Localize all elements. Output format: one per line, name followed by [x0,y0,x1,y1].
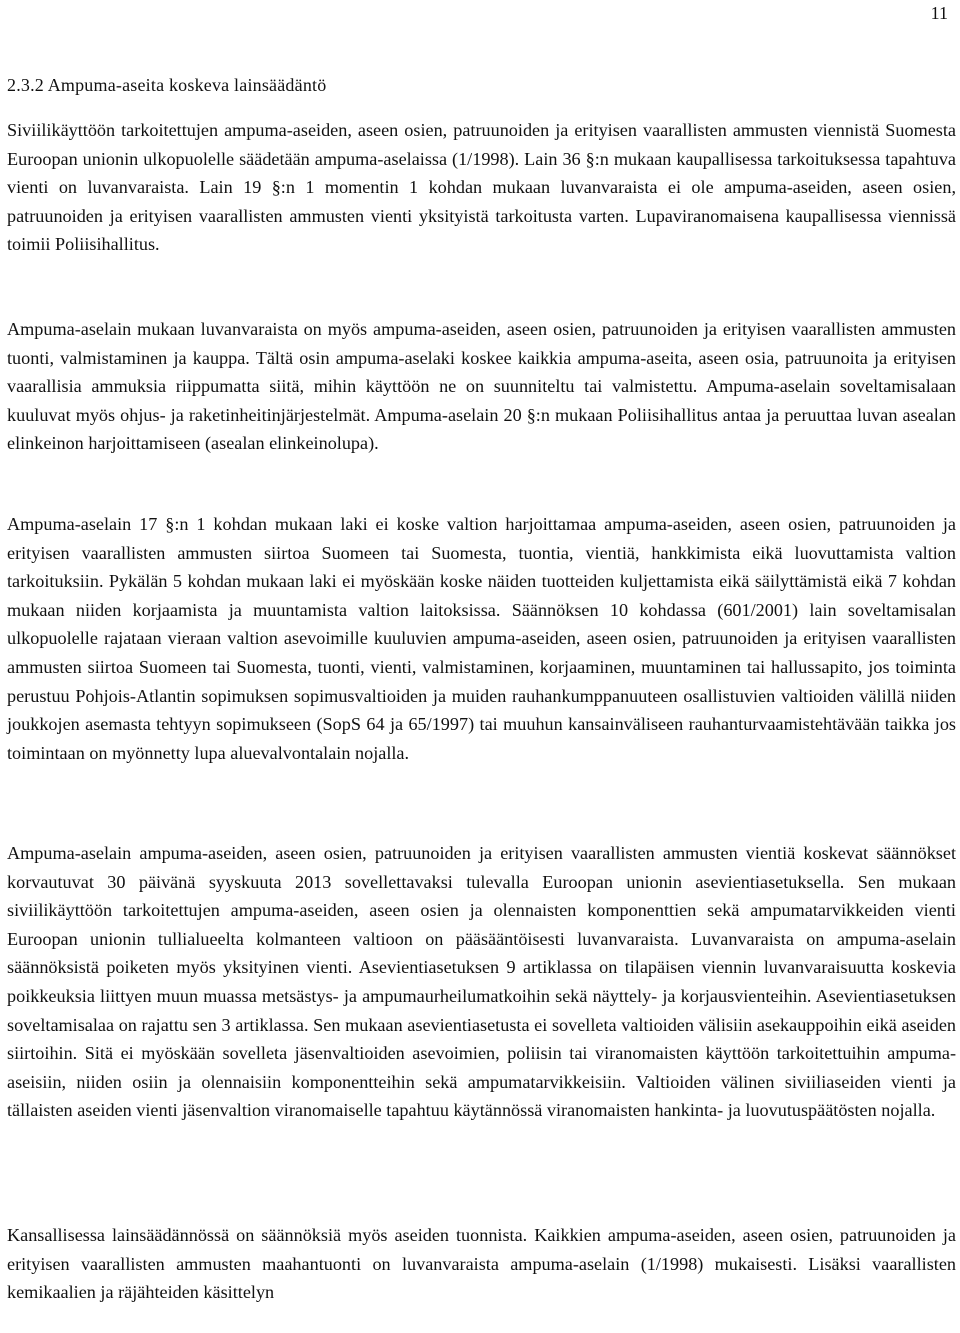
section-heading: 2.3.2 Ampuma-aseita koskeva lainsäädäntö [7,75,327,95]
paragraph-2 [7,315,956,458]
paragraph-4 [7,839,956,1125]
paragraph-text: Ampuma-aselain mukaan luvanvaraista on myös ampuma-aseiden, aseen osien, patruunoiden ja erityisen vaarallisten ammusten tuonti, valmistaminen ja kauppa. Tältä osin ampuma-aselaki koskee kaikkia ampuma-aseita, aseen osia, patruunoita ja erityisen vaarallisia ammuksia riippumatta siitä, mihin käyttöön ne on suunniteltu tai valmistettu. Ampuma-aselain soveltamisalaan kuuluvat myös ohjus- ja raketinheitinjärjestelmät. Ampuma-aselain 20 §:n mukaan Poliisihallitus antaa ja peruuttaa luvan asealan elinkeinon harjoittamiseen (asealan elinkeinolupa). [7,319,956,454]
paragraph-text: Siviilikäyttöön tarkoitettujen ampuma-aseiden, aseen osien, patruunoiden ja erityisen vaarallisten ammusten viennistä Suomesta Euroopan unionin ulkopuolelle säädetään ampuma-aselaissa (1/1998). Lain 36 §:n mukaan kaupallisessa tarkoituksessa tapahtuva vienti on luvanvaraista. Lain 19 §:n 1 momentin 1 kohdan mukaan luvanvaraista ei ole ampuma-aseiden, aseen osien, patruunoiden ja erityisen vaarallisten ammusten vienti yksityistä tarkoitusta varten. Lupaviranomaisena kaupallisessa viennissä toimii Poliisihallitus. [7,120,956,255]
paragraph-5 [7,1221,956,1307]
paragraph-3 [7,510,956,767]
paragraph-text: Ampuma-aselain ampuma-aseiden, aseen osien, patruunoiden ja erityisen vaarallisten ammusten vientiä koskevat säännökset korvautuvat 30 päivänä syyskuuta 2013 sovellettavaksi tulevalla Euroopan unionin asevientiasetuksella. Sen mukaan siviilikäyttöön tarkoitettujen ampuma-aseiden, aseen osien ja olennaisten komponenttien sekä ampumatarvikkeiden vienti Euroopan unionin tullialueelta kolmanteen valtioon on pääsääntöisesti luvanvaraista. Luvanvaraista on ampuma-aselain säännöksistä poiketen myös yksityinen vienti. Asevientiasetuksen 9 artiklassa on tilapäisen viennin luvanvaraisuutta koskevia poikkeuksia liittyen muun muassa metsästys- ja ampumaurheilumatkoihin sekä näyttely- ja korjausvienteihin. Asevientiasetuksen soveltamisalaa on rajattu sen 3 artiklassa. Sen mukaan asevientiasetusta ei sovelleta valtioiden välisiin asekauppoihin eikä aseiden siirtoihin. Sitä ei myöskään sovelleta jäsenvaltioiden asevoimien, poliisin tai viranomaisten käyttöön tarkoitettuihin ampuma-aseisiin, niiden osiin ja olennaisiin komponentteihin sekä ampumatarvikkeisiin. Valtioiden välinen siviiliaseiden vienti ja tällaisten aseiden vienti jäsenvaltion viranomaiselle tapahtuu käytännössä viranomaisten hankinta- ja luovutuspäätösten nojalla. [7,843,956,1121]
page-number: 11 [930,3,948,23]
paragraph-text: Ampuma-aselain 17 §:n 1 kohdan mukaan laki ei koske valtion harjoittamaa ampuma-aseiden, aseen osien, patruunoiden ja erityisen vaarallisten ammusten siirtoa Suomeen tai Suomesta, tuontia, vientiä, hankkimista eikä luovuttamista valtion tarkoituksiin. Pykälän 5 kohdan mukaan laki ei myöskään koske näiden tuotteiden kuljettamista eikä säilyttämistä eikä 7 kohdan mukaan niiden korjaamista ja muuntamista valtion laitoksissa. Säännöksen 10 kohdassa (601/2001) lain soveltamisalan ulkopuolelle rajataan vieraan valtion asevoimille kuuluvien ampuma-aseiden, aseen osien, patruunoiden ja erityisen vaarallisten ammusten siirtoa Suomeen tai Suomesta, tuonti, vienti, valmistaminen, korjaaminen, muuntaminen tai hallussapito, jos toiminta perustuu Pohjois-Atlantin sopimuksen sopimusvaltioiden ja muiden rauhankumppanuuteen osallistuvien valtioiden välillä niiden joukkojen asemasta tehtyyn sopimukseen (SopS 64 ja 65/1997) tai muuhun kansainväliseen rauhanturvaamistehtävään taikka jos toimintaan on myönnetty lupa aluevalvontalain nojalla. [7,514,956,763]
paragraph-1 [7,116,956,259]
paragraph-text: Kansallisessa lainsäädännössä on säännöksiä myös aseiden tuonnista. Kaikkien ampuma-aseiden, aseen osien, patruunoiden ja erityisen vaarallisten ammusten maahantuonti on luvanvaraista ampuma-aselain (1/1998) mukaisesti. Lisäksi vaarallisten kemikaalien ja räjähteiden käsittelyn [7,1225,956,1303]
